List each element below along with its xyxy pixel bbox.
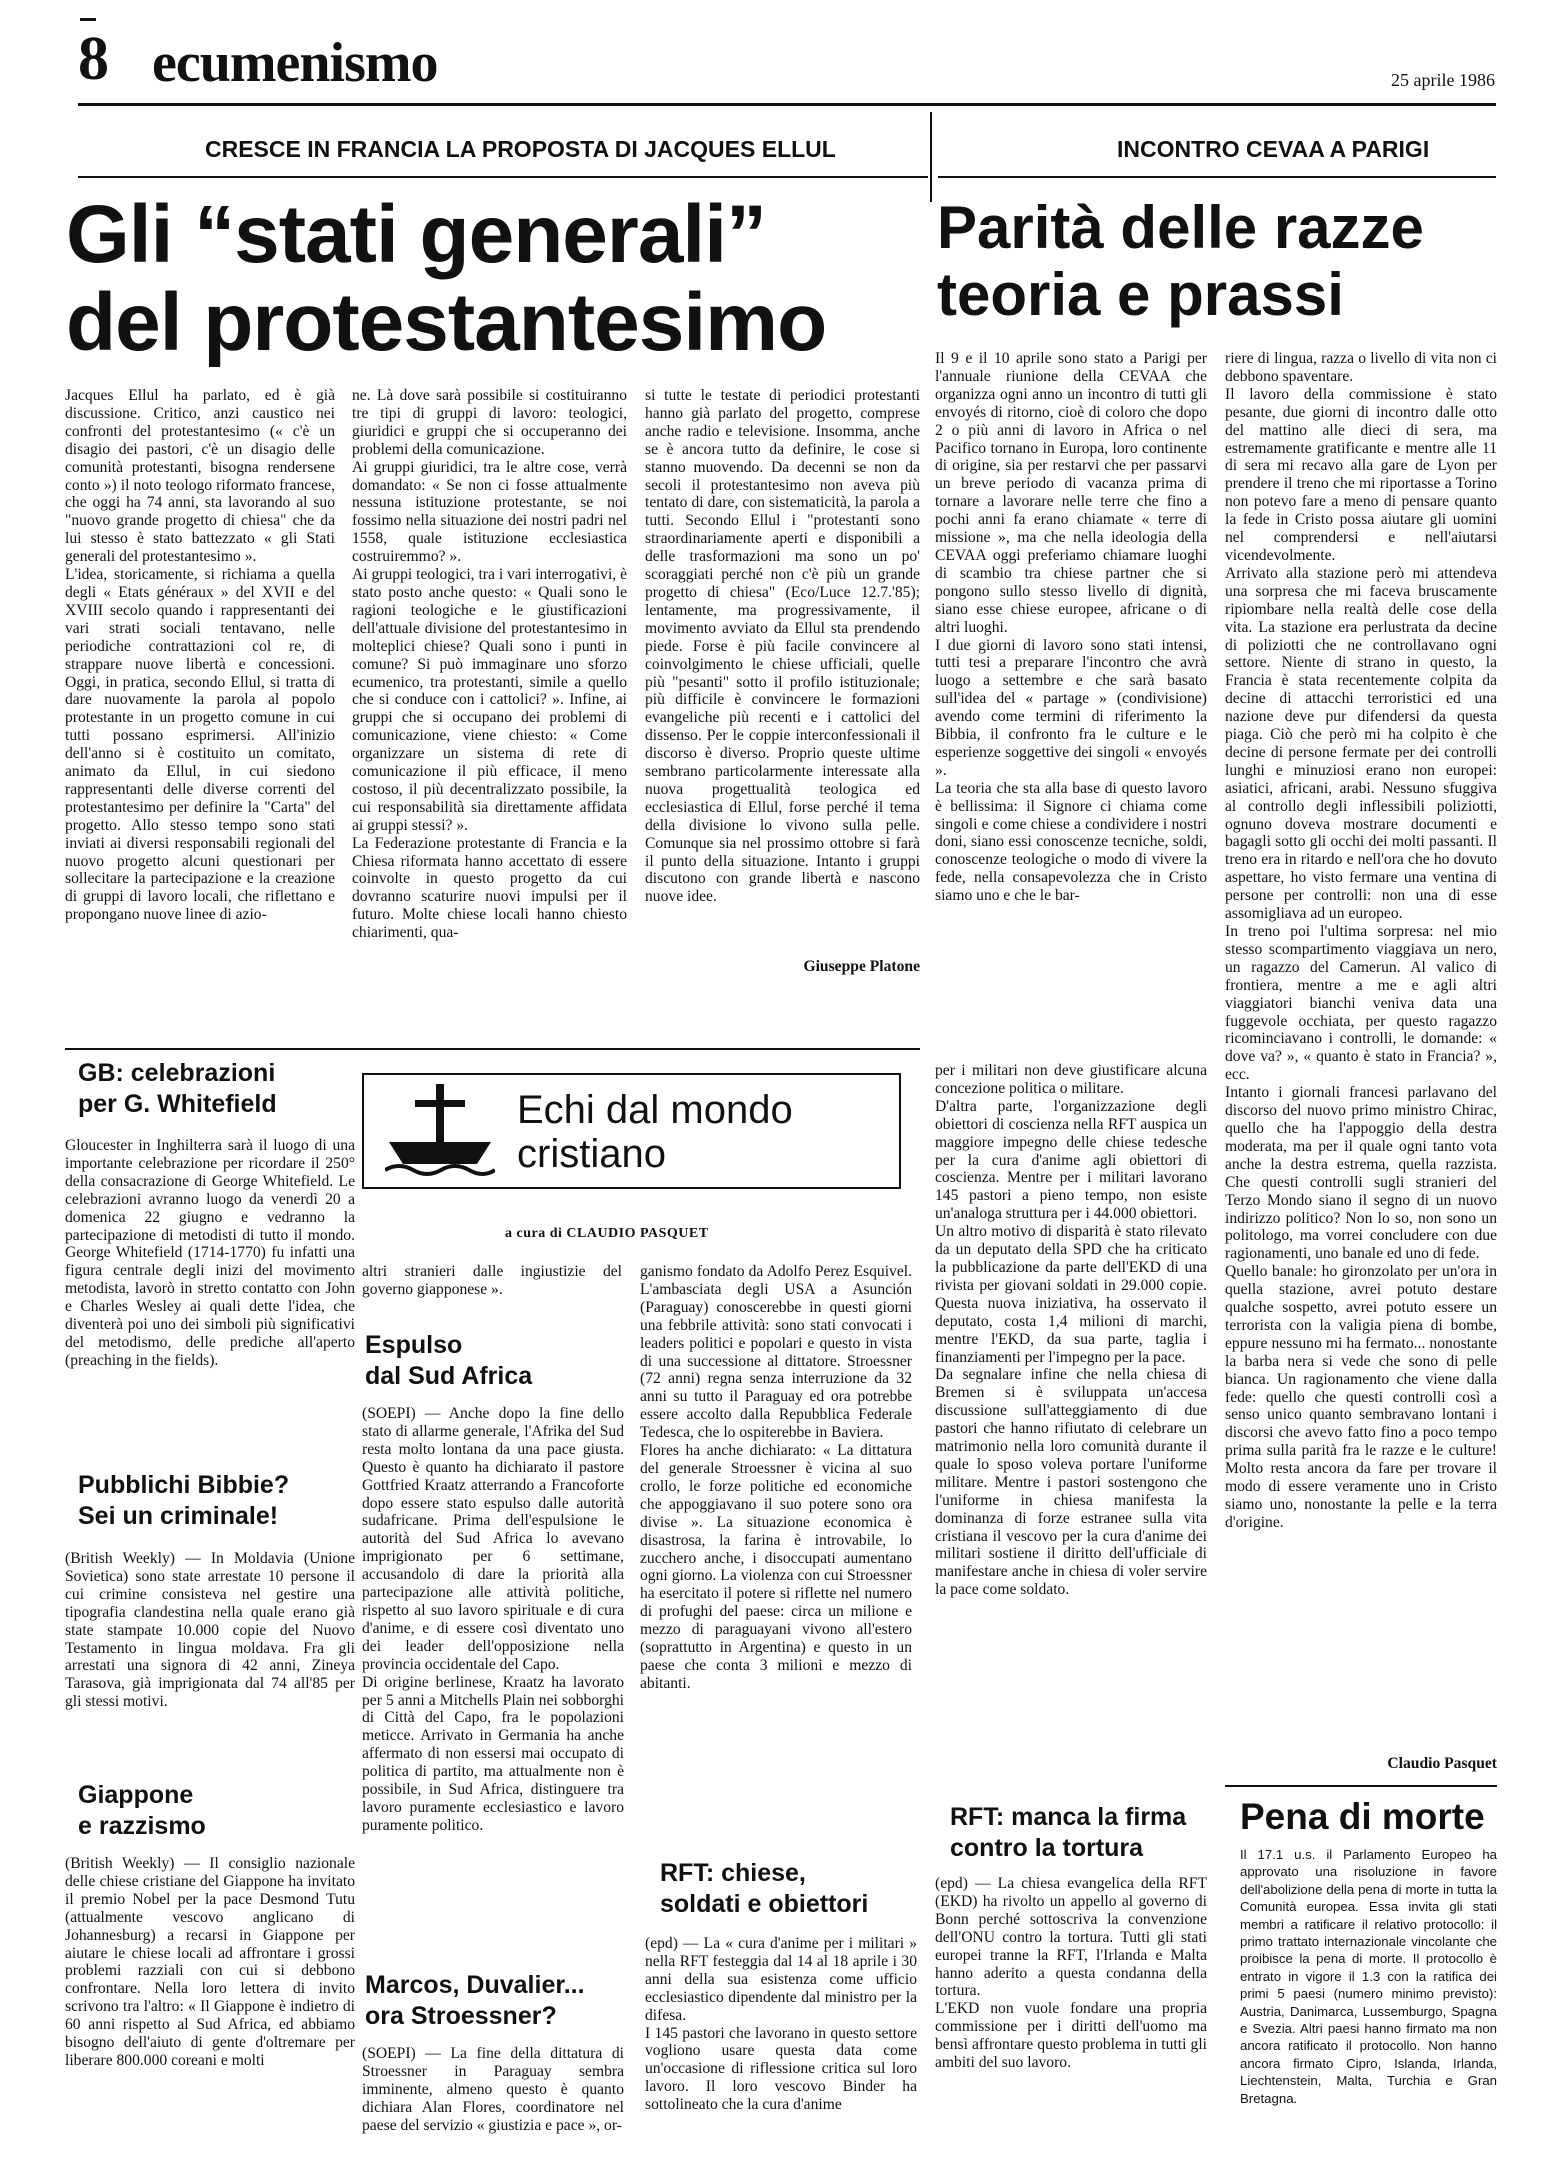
rft-chiese-continuation: per i militari non deve giustificare alcuna concezione politica o militare. D'altra parte, l'organizzazione degli obiettori di coscienza nella RFT auspica un maggiore impegno delle chiese tedesche per la cura d'anime agli obiettori di coscienza. Mentre per i militari lavorano 145 pastori a pieno tempo, non esiste un'analoga struttura per i 44.000 obiettori. Un altro motivo di disparità è stato rilevato da un deputato della SPD che ha criticato la pubblicazione da parte dell'EKD di una rivista per giovani soldati in 29.000 copie. Questa nuova iniziativa, ha osservato il deputato, costa 1,4 milioni di marchi, mentre l'EKD, da sua parte, taglia i finanziamenti per l'impegno per la pace. Da segnalare infine che nella chiesa di Bremen si è sviluppata un'accesa discussione sull'atteggiamento di due pastori che hanno rifiutato di celebrare un matrimonio nella loro comunità durante il quale lo sposo voleva portare l'uniforme militare. Mentre i pastori sostengono che l'uniforme in chiesa manifesta la dominanza di forze estranee sulla vita cristiana il vescovo per la cura d'anime dei militari sostiene il diritto dell'ufficiale di manifestare anche in chiesa di voler servire la pace come soldato. <box>935 1062 1207 1599</box>
rft-chiese-text: (epd) — La « cura d'anime per i militari » nella RFT festeggia dal 14 al 18 aprile i 30 anni della sua esistenza come ufficio ecclesiastico dipendente dal ministro per la difesa. I 145 pastori che lavorano in questo settore vogliono usare questa data come un'occasione di riflessione critica sul loro lavoro. Il loro vescovo Binder ha sottolineato che la cura d'anime <box>645 1935 917 2114</box>
rft-tortura-title-line1: RFT: manca la firma <box>950 1803 1187 1831</box>
marcos-text: (SOEPI) — La fine della dittatura di Stroessner in Paraguay sembra imminente, almeno questo è quanto dichiara Alan Flores, coordinatore nel paese del servizio « giustizia e pace », or- <box>362 2045 624 2134</box>
echi-title-line2: cristiano <box>517 1132 666 1176</box>
masthead-rule <box>78 103 1496 106</box>
rft-chiese-title-line2: soldati e obiettori <box>660 1890 869 1918</box>
article-cevaa-title-line2: teoria e prassi <box>937 261 1344 328</box>
kicker-rule-left <box>78 176 928 178</box>
espulso-text: (SOEPI) — Anche dopo la fine dello stato di allarme generale, l'Afrika del Sud resta molto lontana da una pace giusta. Questo è quanto ha dichiarato il pastore Gottfried Kraatz atterrando a Francoforte dopo essere stato espulso dalle autorità sudafricane. Prima dell'espulsione le autorità del Sud Africa lo avevano imprigionato per 6 settimane, accusandolo di dare la priorità alla partecipazione alle attività politiche, rispetto al suo lavoro spirituale e di cura d'anime, e di essere così diventato uno dei leader dell'opposizione nella provincia occidentale del Capo. Di origine berlinese, Kraatz ha lavorato per 5 anni a Mitchells Plain nei sobborghi di Città del Capo, fra le popolazioni meticce. Arrivato in Germania ha anche affermato di non essersi mai occupato di politica di partito, ma attualmente non è possibile, in Sud Africa, distinguere tra lavoro puramente ecclesiastico e lavoro puramente politico. <box>362 1405 624 1834</box>
page-number: 8 <box>78 25 109 93</box>
gb-title-line1: GB: celebrazioni <box>78 1059 276 1087</box>
ship-cross-icon <box>385 1082 495 1178</box>
marcos-title-line1: Marcos, Duvalier... <box>365 1971 585 1999</box>
vertical-rule-top <box>930 112 932 202</box>
rft-tortura-title-line2: contro la tortura <box>950 1834 1144 1862</box>
section-title: ecumenismo <box>152 32 438 94</box>
giappone-continuation: altri stranieri dalle ingiustizie del governo giapponese ». <box>362 1263 622 1298</box>
gb-text: Gloucester in Inghilterra sarà il luogo di una importante celebrazione per ricordare il 250° della consacrazione di George Whitefield. Le celebrazioni avranno luogo da venerdì 20 a domenica 22 giugno e vedranno la partecipazione di metodisti di tutto il mondo. George Whitefield (1714-1770) fu infatti una figura centrale degli inizi del movimento metodista, lavorò in stretto contatto con John e Charles Wesley ai quali dette l'idea, che diventerà poi uno dei simboli più significativi del metodismo, delle prediche all'aperto (preaching in the fields). <box>65 1137 355 1369</box>
mid-page-rule <box>65 1048 920 1050</box>
giappone-title-line2: e razzismo <box>78 1812 206 1840</box>
echi-title-line1: Echi dal mondo <box>517 1088 793 1132</box>
article-cevaa-column-1: Il 9 e il 10 aprile sono stato a Parigi per l'annuale riunione della CEVAA che organizza ogni anno un incontro di tutti gli envoyés di ritorno, cioè di coloro che dopo 2 o più anni di lavoro in Africa o nel Pacifico tornano in Europa, loro continente di origine, sia per restarvi che per passarvi un breve periodo di vacanza prima di tornare a lavorare nelle terre che fino a pochi anni fa erano chiamate « terre di missione », ma che nella ideologia della CEVAA oggi preferiamo chiamare luoghi di scambio tra chiese partner che si pongono sullo stesso livello di dignità, siano esse chiese europee, africane o di altri luoghi. I due giorni di lavoro sono stati intensi, tutti tesi a preparare l'incontro che avrà luogo a settembre e che sarà basato sull'idea del « partage » (condivisione) avendo come termini di riferimento la Bibbia, il confronto fra le culture e le esperienze soggettive dei singoli « envoyés ». La teoria che sta alla base di questo lavoro è bellissima: il Signore ci chiama come singoli e come chiese a condividere i nostri doni, siano essi conoscenze tecniche, soldi, conoscenze teologiche o modo di vivere la fede, nella consapevolezza che in Cristo siamo uno e che le bar- <box>935 350 1207 905</box>
giappone-text: (British Weekly) — Il consiglio nazionale delle chiese cristiane del Giappone ha invitato il premio Nobel per la pace Desmond Tutu (attualmente vescovo anglicano di Johannesburg) a recarsi in Giappone per aiutare le chiese locali ad affrontare i grossi problemi razziali con cui si debbono confrontare. Nella loro lettera di invito scrivono tra l'altro: « Il Giappone è indietro di 60 anni rispetto al Sud Africa, ed abbiamo bisogno dell'aiuto di gente d'oltremare per liberare 800.000 coreani e molti <box>65 1855 355 2069</box>
espulso-title-line2: dal Sud Africa <box>365 1362 533 1390</box>
article-ellul-kicker: CRESCE IN FRANCIA LA PROPOSTA DI JACQUES ELLUL <box>205 136 836 162</box>
kicker-rule-right <box>938 176 1496 178</box>
article-cevaa-signature: Claudio Pasquet <box>1387 1755 1497 1772</box>
pena-text: Il 17.1 u.s. il Parlamento Europeo ha approvato una risoluzione in favore dell'abolizione della pena di morte in tutta la Comunità europea. Essa invita gli stati membri a ratificare il relativo protocollo: il primo trattato internazionale vincolante che proibisce la pena di morte. Il protocollo è entrato in vigore il 1.3 con la ratifica dei primi 5 paesi (numero minimo previsto): Austria, Danimarca, Lussemburgo, Spagna e Svezia. Altri paesi hanno firmato ma non ancora ratificato il protocollo. Non hanno ancora firmato Cipro, Islanda, Irlanda, Liechtenstein, Malta, Turchia e Gran Bretagna. <box>1240 1847 1497 2106</box>
masthead-top-bar <box>80 18 96 21</box>
article-ellul-title-line1: Gli “stati generali” <box>66 189 766 280</box>
bibbie-text: (British Weekly) — In Moldavia (Unione Sovietica) sono state arrestate 10 persone il cui crimine consisteva nel gestire una tipografia clandestina nella quale erano già state stampate 10.000 copie del Nuovo Testamento in lingua moldava. Fra gli arrestati una signora di 42 anni, Zineya Tarasova, già imprigionata dal 74 all'85 per gli stessi motivi. <box>65 1550 355 1711</box>
article-ellul-column-2: ne. Là dove sarà possibile si costituiranno tre tipi di gruppi di lavoro: teologici, giuridici e gruppi che si occuperanno dei problemi della comunicazione. Ai gruppi giuridici, tra le altre cose, verrà domandato: « Se non ci fosse attualmente nessuna istituzione protestante, se noi fossimo nella situazione dei nostri padri nel 1558, quale istituzione ecclesiastica costruiremmo? ». Ai gruppi teologici, tra i vari interrogativi, è stato posto anche questo: « Quali sono le ragioni teologiche e le giustificazioni dell'attuale divisione del protestantesimo in molteplici chiese? Quali sono i punti in comune? Si può immaginare uno sforzo ecumenico, tra protestanti, simile a quello che si conduce con i cattolici? ». Infine, ai gruppi che si occupano dei problemi di comunicazione, viene chiesto: « Come organizzare un sistema di rete di comunicazione il più efficace, il meno costoso, il più decentralizzato possibile, la cui responsabilità sia direttamente affidata ai gruppi stessi? ». La Federazione protestante di Francia e la Chiesa riformata hanno accettato di essere coinvolte in questo progetto da cui dovranno scaturire nuovi impulsi per il futuro. Molte chiese locali hanno chiesto chiarimenti, qua- <box>352 387 627 942</box>
article-ellul-column-3: si tutte le testate di periodici protestanti hanno già parlato del progetto, comprese anche radio e televisione. Insomma, anche se è ancora tutto da definire, le cose si stanno muovendo. Da decenni se non da secoli il protestantesimo non aveva più tentato di dare, con sistematicità, la parola a tutti. Secondo Ellul i "protestanti sono straordinariamente aperti e disponibili a delle trasformazioni ma sono un po' scoraggiati perché non c'è più un grande progetto di chiesa" (Eco/Luce 12.7.'85); lentamente, ma progressivamente, il movimento avviato da Ellul sta prendendo piede. Forse è più facile convincere al coinvolgimento le chiese ufficiali, quelle più "pesanti" sotto il profilo istituzionale; più difficile è convincere le formazioni evangeliche più recenti e i cattolici del dissenso. Per le coppie interconfessionali il discorso è diverso. Proprio queste ultime sembrano particolarmente interessate alla nuova progettualità teologica ed ecclesiastica di Ellul, forse perché il tema della divisione lo vivono sulla pelle. Comunque sia nel prossimo ottobre si farà il punto della situazione. Intanto i gruppi discutono con grande libertà e nascono nuove idee. <box>645 387 920 906</box>
echi-curator: a cura di CLAUDIO PASQUET <box>505 1226 709 1241</box>
article-cevaa-title-line1: Parità delle razze <box>937 194 1424 261</box>
issue-date: 25 aprile 1986 <box>1391 70 1495 90</box>
giappone-title-line1: Giappone <box>78 1781 194 1809</box>
article-cevaa-column-2: riere di lingua, razza o livello di vita non ci debbono spaventare. Il lavoro della commissione è stato pesante, due giorni di incontro dalle otto del mattino alle dieci di sera, ma estremamente gratificante e mentre alle 11 di sera mi recavo alla gare de Lyon per prendere il treno che mi riportasse a Torino non potevo fare a meno di pensare quanto la fede in Cristo possa aiutare gli uomini nel comprendersi e nell'aiutarsi vicendevolmente. Arrivato alla stazione però mi attendeva una sorpresa che mi faceva bruscamente ripiombare nella realtà delle cose della vita. La stazione era perlustrata da decine di poliziotti che ne controllavano ogni settore. Niente di strano in questo, la Francia è stata recentemente colpita da decine di attacchi terroristici ed una nazione deve pur difendersi da questa piaga. Ciò che però mi ha colpito è che decine di persone fermate per dei controlli lunghi e minuziosi erano non europei: asiatici, africani, arabi. Nessuno sfuggiva al controllo degli inflessibili poliziotti, ognuno doveva mostrare documenti e bagagli sotto gli occhi dei molti passanti. Il treno era in ritardo e nell'ora che ho dovuto aspettare, ho visto fermare una ventina di persone per controlli: non una di esse assomigliava ad un europeo. In treno poi l'ultima sorpresa: nel mio stesso scompartimento viaggiava un nero, un ragazzo del Camerun. Al valico di frontiera, mentre a me e agli altri viaggiatori bianchi veniva data una fuggevole occhiata, per questo ragazzo ricominciavano i controlli, le domande: « dove va? », « quanto è stato in Francia? », ecc. Intanto i giornali francesi parlavano del discorso del nuovo primo ministro Chirac, quello che ha l'appoggio della destra moderata, ma per il quale ogni tanto vota anche la destra estrema, quella razzista. Che questi controlli sugli stranieri del Terzo Mondo siano il segno di un nuovo indirizzo politico? Non lo so, non sono un politologo, ma vorrei concludere con due ragionamenti, uno banale ed uno di fede. Quello banale: ho gironzolato per un'ora in quella stazione, avrei potuto destare qualche sospetto, avrei potuto essere un terrorista con la valigia piena di bombe, eppure nessuno mi ha fermato... nonostante la barba nera si vede che sono di pelle bianca. Un ragionamento che viene dalla fede: quello che questi controlli così a senso unico quanto sembravano lontani i discorsi che avevo fatto fino a poco tempo prima sulla parità fra le razze e le culture! Molto resta ancora da fare per trovare il modo di essere veramente uno in Cristo siamo uno, nonostante la pelle e la terra d'origine. <box>1225 350 1497 1531</box>
bibbie-title-line2: Sei un criminale! <box>78 1502 279 1530</box>
rft-chiese-title-line1: RFT: chiese, <box>660 1859 806 1887</box>
marcos-continuation: ganismo fondato da Adolfo Perez Esquivel. L'ambasciata degli USA a Asunción (Paraguay) conoscerebbe in questi giorni una febbrile attività: sono stati convocati i leaders politici e popolari e questo in vista di una successione al dittatore. Stroessner (72 anni) regna senza interruzione da 32 anni su tutto il Paraguay ed ora potrebbe essere accolto dalla Repubblica Federale Tedesca, che lo ospiterebbe in Baviera. Flores ha anche dichiarato: « La dittatura del generale Stroessner è vicina al suo crollo, le forze politiche ed economiche che appoggiavano il suo potere sono ora divise ». La situazione economica è disastrosa, la farina è introvabile, lo zucchero anche, i disoccupati aumentano ogni giorno. La violenza con cui Stroessner ha esercitato il potere si riflette nel numero di profughi del paese: circa un milione e mezzo di paraguayani vivono all'estero (soprattutto in Argentina) e questo in un paese che conta 3 milioni e mezzo di abitanti. <box>640 1263 912 1692</box>
bibbie-title-line1: Pubblichi Bibbie? <box>78 1471 290 1499</box>
marcos-title-line2: ora Stroessner? <box>365 2002 557 2030</box>
pena-title: Pena di morte <box>1240 1796 1485 1837</box>
gb-title-line2: per G. Whitefield <box>78 1090 277 1118</box>
rft-tortura-text: (epd) — La chiesa evangelica della RFT (EKD) ha rivolto un appello al governo di Bonn perché sottoscriva la convenzione dell'ONU contro la tortura. Tutti gli stati europei tranne la RFT, l'Irlanda e Malta hanno aderito a questa condanna della tortura. L'EKD non vuole fondare una propria commissione per i diritti dell'uomo ma bensì affrontare questo problema in tutti gli ambiti del suo lavoro. <box>935 1875 1207 2072</box>
article-ellul-signature: Giuseppe Platone <box>803 958 920 975</box>
article-ellul-column-1: Jacques Ellul ha parlato, ed è già discussione. Critico, anzi caustico nei confronti del protestantesimo (« c'è un disagio dei pastori, c'è un disagio delle comunità protestanti, bisogna rendersene conto ») il noto teologo riformato francese, che oggi ha 74 anni, sta lavorando al suo "nuovo grande progetto di chiesa" che da lui stesso è stato battezzato « gli Stati generali del protestantesimo ». L'idea, storicamente, si richiama a quella degli « Etats généraux » del XVII e del XVIII secolo quando i rappresentanti dei vari strati sociali tentavano, nelle periodiche contrattazioni col re, di strappare nuove libertà e concessioni. Oggi, in pratica, secondo Ellul, si tratta di dare nuovamente la parola al popolo protestante in un progetto comune in cui tutti possano esprimersi. All'inizio dell'anno si è costituito un comitato, animato da Ellul, in cui siedono rappresentanti delle diverse correnti del protestantesimo per definire la "Carta" del progetto. Allo stesso tempo sono stati inviati ai diversi responsabili regionali del nuovo progetto alcuni questionari per sollecitare la partecipazione e la creazione di gruppi di lavoro locali, che riflettano e propongano nuove linee di azio- <box>65 387 335 924</box>
pena-top-rule <box>1225 1785 1497 1787</box>
espulso-title-line1: Espulso <box>365 1331 463 1359</box>
article-cevaa-kicker: INCONTRO CEVAA A PARIGI <box>1117 136 1430 162</box>
article-ellul-title-line2: del protestantesimo <box>66 277 827 368</box>
